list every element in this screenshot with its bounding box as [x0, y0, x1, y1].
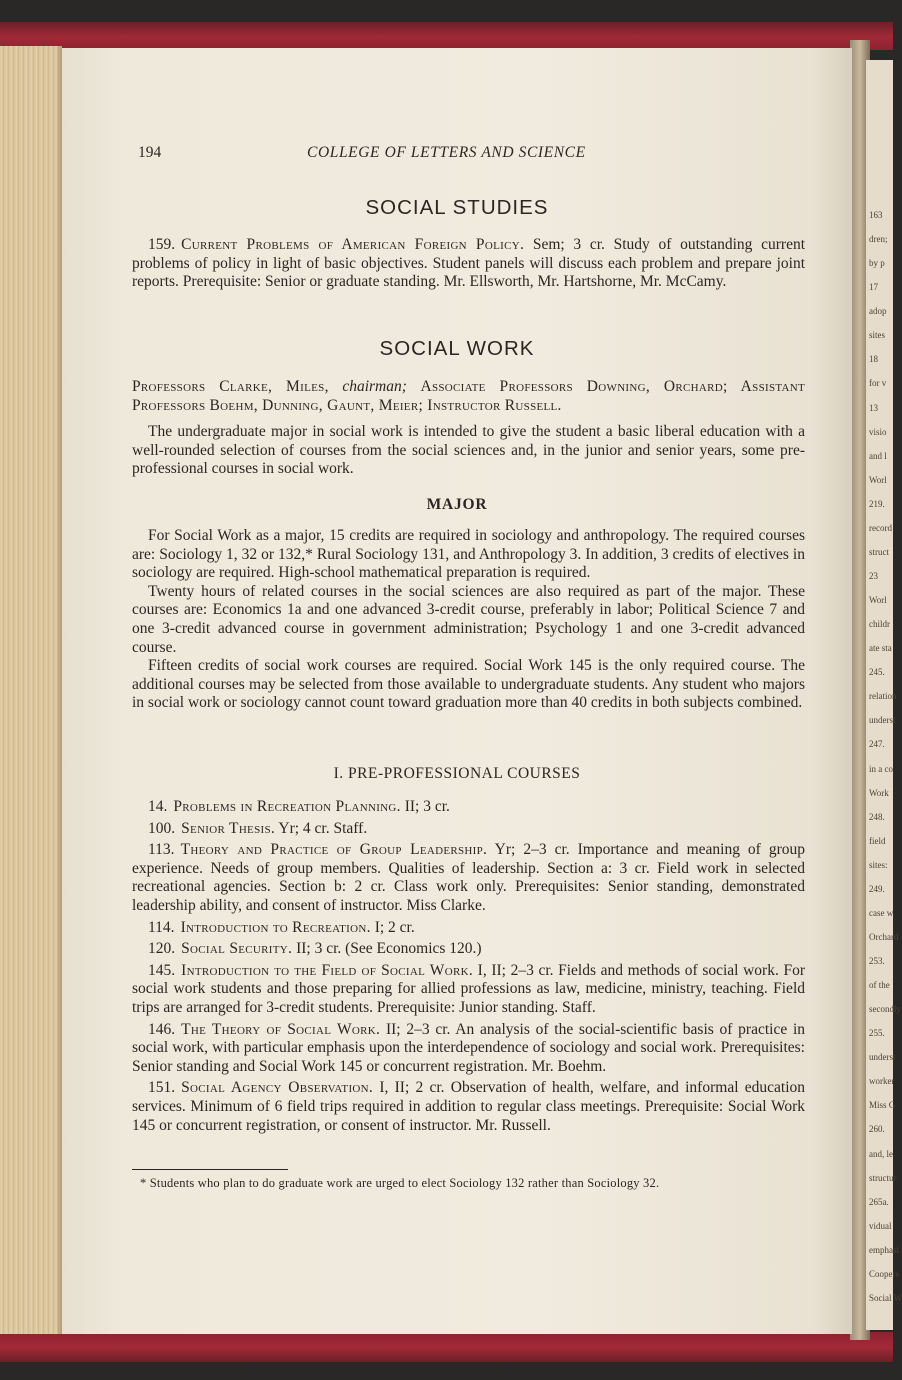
adjacent-page-fragment: for v: [869, 378, 887, 389]
course-title: Senior Thesis.: [181, 819, 276, 837]
adjacent-page-fragment: in a co: [869, 763, 893, 774]
adjacent-page-fragment: 260.: [869, 1124, 885, 1135]
adjacent-page-fragment: Social W: [869, 1292, 902, 1303]
footnote: * Students who plan to do graduate work are urged to elect Sociology 132 rather than Sociology 32.: [140, 1176, 660, 1190]
adjacent-page-fragment: visio: [869, 426, 887, 437]
course-title: Social Agency Observation.: [181, 1079, 374, 1097]
faculty-list: [132, 378, 805, 415]
course-title: The Theory of Social Work.: [181, 1020, 381, 1038]
pre-professional-course-list: [132, 798, 805, 1135]
adjacent-page-fragment: Work: [869, 787, 889, 798]
adjacent-page-fragment: 163: [869, 210, 883, 220]
adjacent-page-fragment: childr: [869, 619, 890, 630]
course-title: Introduction to the Field of Social Work.: [181, 961, 474, 979]
footnote-rule: [132, 1169, 288, 1170]
adjacent-page-fragment: 249.: [869, 883, 885, 894]
course-description: I; 2 cr.: [374, 918, 415, 936]
adjacent-page-fragment: vidual: [869, 1220, 892, 1231]
course-entry: [132, 962, 805, 1018]
course-entry: [132, 820, 805, 839]
course-title: Introduction to Recreation.: [180, 918, 371, 936]
faculty-others: Associate Professors Downing, Orchard; Assistant Professors Boehm, Dunning, Gaunt, Meier; Instructor Russell.: [132, 378, 806, 414]
major-paragraph-2: Twenty hours of related courses in the social sciences are also required as part of the major. These courses are: Economics 1a and one advanced 3-credit course, preferably in labor; Political Science 7 and one 3-credit advanced course in government administration; Psychology 1 and one 3-credit advanced course.: [132, 582, 805, 656]
adjacent-page-fragment: case w: [869, 907, 894, 918]
adjacent-page-fragment: and l: [869, 450, 887, 461]
course-title: Theory and Practice of Group Leadership.: [180, 841, 488, 859]
adjacent-page-fragment: record: [869, 522, 892, 533]
book-page-edges: [0, 46, 62, 1334]
book-cover-bottom-edge: [0, 1332, 893, 1362]
major-paragraph-1: For Social Work as a major, 15 credits are required in sociology and anthropology. The required courses are: Sociology 1, 32 or 132,* Rural Sociology 131, and Anthropology 3. In addition, 3 credits of electives in sociology are required. High-school mathematical preparation is required.: [132, 527, 805, 582]
adjacent-page-fragment: ate sta: [869, 643, 892, 654]
course-entry: [132, 940, 805, 959]
course-number: 145.: [148, 961, 176, 979]
course-entry: [132, 841, 805, 915]
adjacent-page-fragment: dren;: [869, 234, 888, 245]
adjacent-page-fragment: relation: [869, 691, 897, 702]
course-number: 14.: [148, 798, 168, 815]
course-entry: [132, 798, 805, 817]
course-title: Current Problems of American Foreign Policy.: [181, 236, 525, 253]
adjacent-page-fragment: worker: [869, 1076, 895, 1087]
course-title: Problems in Recreation Planning.: [173, 798, 401, 815]
course-title: Social Security.: [181, 940, 293, 958]
adjacent-page-fragment: adop: [869, 306, 887, 317]
course-number: 120.: [148, 940, 176, 958]
course-number: 114.: [148, 918, 175, 936]
course-number: 100.: [148, 819, 176, 837]
section-heading-social-work: SOCIAL WORK: [379, 337, 535, 360]
adjacent-page-fragment: 245.: [869, 667, 885, 678]
adjacent-page-fragment: emphasi: [869, 1244, 899, 1255]
course-description: I, II; 2–3 cr. Fields and methods of social work. For social work students and those preparing for allied professions as law, medicine, ministry, teaching. Field trips are arranged for 3-credit students. Prerequisite: Junior standing. Staff.: [132, 961, 806, 1016]
adjacent-page-fragment: Orchard: [869, 931, 899, 942]
adjacent-page-fragment: 23: [869, 570, 878, 581]
adjacent-page-fragment: 247.: [869, 739, 885, 750]
course-description: II; 3 cr. (See Economics 120.): [296, 940, 482, 958]
adjacent-page-fragment: and, le: [869, 1148, 893, 1159]
adjacent-page-fragment: field: [869, 835, 886, 846]
book-page: [62, 48, 852, 1334]
adjacent-page-fragment: 248.: [869, 811, 885, 822]
adjacent-page-fragment: by p: [869, 258, 885, 269]
adjacent-page-fragment: sites: [869, 330, 886, 341]
major-requirements: [132, 527, 805, 713]
adjacent-page-strip: [866, 60, 902, 1330]
book-cover-top-edge: [0, 22, 893, 50]
adjacent-page-fragment: 219.: [869, 498, 885, 509]
course-description: II; 2–3 cr. An analysis of the social-scientific basis of practice in social work, with particular emphasis upon the interdependence of sociology and social work. Prerequisites: Senior standing and Social Work 145 or concurrent registration. Mr. Boehm.: [132, 1020, 806, 1075]
adjacent-page-fragment: 255.: [869, 1028, 885, 1039]
faculty-chairman: chairman;: [342, 378, 407, 395]
course-description: Sem; 3 cr. Study of outstanding current problems of policy in light of basic objectives. Student panels will discuss each problem and prepare joint reports. Prerequisite: Senior or graduate standing. Mr. Ellsworth, Mr. Hartshorne, Mr. McCamy.: [132, 236, 806, 291]
course-159: [132, 236, 805, 292]
major-heading: MAJOR: [426, 496, 488, 513]
intro-paragraph: The undergraduate major in social work is intended to give the student a basic liberal education with a well-rounded selection of courses from the social sciences and, in the junior and senior years, some pre-professional courses in social work.: [132, 423, 805, 478]
course-number: 159.: [148, 236, 176, 253]
course-description: II; 3 cr.: [404, 798, 450, 815]
course-description: Yr; 4 cr. Staff.: [278, 819, 368, 837]
course-entry: [132, 1021, 805, 1077]
page-number: 194: [138, 144, 162, 161]
adjacent-page-fragment: of the: [869, 980, 890, 991]
adjacent-page-fragment: 17: [869, 282, 878, 293]
course-number: 113.: [148, 841, 175, 859]
course-description: I, II; 2 cr. Observation of health, welfare, and informal education services. Minimum of 6 field trips required in addition to regular class meetings. Prerequisite: Social Work 145 or concurrent registration, or consent of instructor. Mr. Russell.: [132, 1079, 805, 1134]
course-number: 151.: [148, 1079, 176, 1097]
pre-professional-heading: I. PRE-PROFESSIONAL COURSES: [333, 765, 581, 782]
course-entry: [132, 919, 805, 938]
adjacent-page-fragment: struct: [869, 546, 889, 557]
running-head-title: COLLEGE OF LETTERS AND SCIENCE: [307, 144, 586, 161]
faculty-professors: Professors Clarke, Miles,: [132, 378, 329, 395]
adjacent-page-fragment: underst: [869, 715, 896, 726]
adjacent-page-fragment: secondly: [869, 1004, 901, 1015]
running-head: [138, 144, 648, 166]
course-entry: [132, 1079, 805, 1135]
social-work-intro: [132, 423, 805, 479]
adjacent-page-fragment: sites:: [869, 859, 888, 870]
adjacent-page-fragment: Coopers: [869, 1268, 899, 1279]
adjacent-page-fragment: Miss G: [869, 1100, 896, 1111]
adjacent-page-fragment: Worl: [869, 474, 887, 485]
adjacent-page-fragment: 13: [869, 402, 878, 413]
adjacent-page-fragment: 18: [869, 354, 878, 365]
adjacent-page-fragment: structur: [869, 1172, 897, 1183]
adjacent-page-fragment: 265a.: [869, 1196, 889, 1207]
course-description: Yr; 2–3 cr. Importance and meaning of group experience. Needs of group members. Qualities of leadership. Section a: 3 cr. Field work in selected recreational agencies. Section b: 2 cr. Class work only. Prerequisites: Senior standing, demonstrated leadership ability, and consent of instructor. Miss Clarke.: [132, 841, 806, 914]
adjacent-page-fragment: Worl: [869, 595, 887, 606]
course-number: 146.: [148, 1020, 176, 1038]
adjacent-page-fragment: 253.: [869, 956, 885, 967]
section-heading-social-studies: SOCIAL STUDIES: [365, 196, 549, 219]
major-paragraph-3: Fifteen credits of social work courses are required. Social Work 145 is the only required course. The additional courses may be selected from those available to undergraduate students. Any student who majors in social work or sociology cannot count toward graduation more than 40 credits in both subjects combined.: [132, 657, 805, 712]
adjacent-page-fragment: underst: [869, 1052, 896, 1063]
